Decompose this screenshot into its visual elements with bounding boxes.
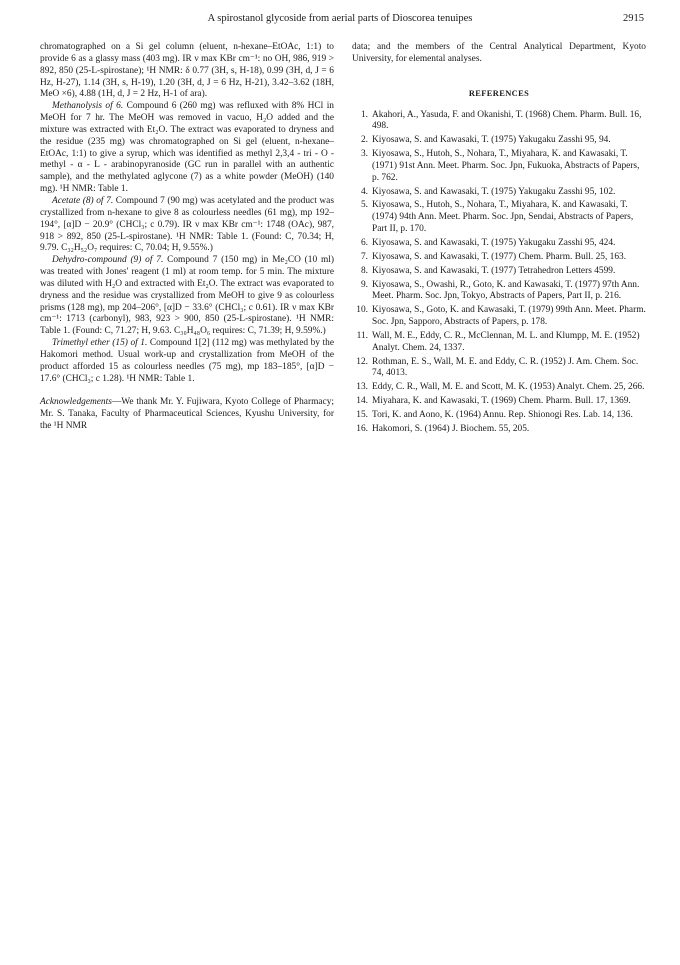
- section-heading-trimethyl: Trimethyl ether (15) of 1.: [52, 338, 148, 349]
- paragraph-acetate: [40, 196, 334, 255]
- paragraph-compound-6: chromatographed on a Si gel column (eluent, n-hexane–EtOAc, 1:1) to provide 6 as a glassy mass (403 mg). IR ν max KBr cm⁻¹: no OH, 986, 919 > 892, 850 (25-L-spirostane); ¹H NMR: δ 0.77 (3H, s, H-18), 0.99 (3H, d, J = 6 Hz, H-27), 1.14 (3H, s, H-19), 1.20 (3H, d, J = 6 Hz, H-21), 3.42–3.62 (18H, MeO ×6), 4.88 (1H, d, J = 2 Hz, H-1 of ara).: [40, 42, 334, 100]
- reference-item: [352, 305, 646, 329]
- reference-number: 11.: [356, 330, 368, 341]
- acknowledgements-heading: Acknowledgements: [40, 397, 112, 408]
- reference-item: [352, 110, 646, 134]
- reference-number: 1.: [360, 109, 368, 120]
- reference-number: 2.: [360, 135, 368, 146]
- right-column: [352, 42, 646, 438]
- reference-item: [352, 280, 646, 304]
- reference-number: 14.: [356, 396, 368, 407]
- section-heading-methanolysis: Methanolysis of 6.: [52, 101, 124, 112]
- paragraph-methanolysis: [40, 101, 334, 196]
- reference-item: [352, 200, 646, 236]
- reference-list: [352, 110, 646, 436]
- reference-item: [352, 357, 646, 381]
- reference-number: 13.: [356, 382, 368, 393]
- reference-item: [352, 149, 646, 185]
- reference-number: 8.: [360, 265, 368, 276]
- reference-number: 16.: [356, 423, 368, 434]
- reference-text: Kiyosawa, S. and Kawasaki, T. (1975) Yakugaku Zasshi 95, 94.: [372, 135, 611, 146]
- reference-text: Eddy, C. R., Wall, M. E. and Scott, M. K. (1953) Analyt. Chem. 25, 266.: [372, 382, 645, 393]
- acknowledgements-body: —We thank Mr. Y. Fujiwara, Kyoto College of Pharmacy; Mr. S. Tanaka, Faculty of Pharmaceutical Sciences, Kyushu University, for the ¹H NMR: [40, 397, 334, 432]
- section-heading-acetate: Acetate (8) of 7.: [52, 195, 114, 206]
- reference-number: 3.: [360, 149, 368, 160]
- reference-text: Miyahara, K. and Kawasaki, T. (1969) Chem. Pharm. Bull. 17, 1369.: [372, 396, 631, 407]
- reference-item: [352, 331, 646, 355]
- references-heading: REFERENCES: [468, 88, 530, 98]
- section-body-methanolysis: Compound 6 (260 mg) was refluxed with 8% HCl in MeOH for 7 hr. The MeOH was removed in vacuo, H₂O added and the mixture was extracted with Et₂O. The extract was evaporated to dryness and the residue (235 mg) was chromatographed on Si gel (eluent, n-hexane–EtOAc, 1:1) to give a syrup, which was identified as methyl 2,3,4 - tri - O - methyl - α - L - arabinopyranoside (GC run in parallel with an authentic sample), and the methylated aglycone (7) as a white powder (MeOH) (140 mg). ¹H NMR: Table 1.: [40, 101, 334, 195]
- reference-item: [352, 424, 646, 436]
- reference-text: Rothman, E. S., Wall, M. E. and Eddy, C. R. (1952) J. Am. Chem. Soc. 74, 4013.: [372, 356, 639, 379]
- reference-number: 5.: [360, 200, 368, 211]
- paragraph-trimethyl-ether: [40, 338, 334, 385]
- acknowledgements-continued: data; and the members of the Central Analytical Department, Kyoto University, for elemental analyses.: [352, 42, 646, 64]
- reference-item: [352, 238, 646, 250]
- reference-number: 15.: [356, 409, 368, 420]
- reference-number: 7.: [360, 251, 368, 262]
- page-number: 2915: [623, 13, 644, 24]
- reference-text: Kiyosawa, S. and Kawasaki, T. (1977) Chem. Pharm. Bull. 25, 163.: [372, 251, 627, 262]
- reference-number: 12.: [356, 356, 368, 367]
- reference-text: Tori, K. and Aono, K. (1964) Annu. Rep. Shionogi Res. Lab. 14, 136.: [372, 409, 633, 420]
- reference-number: 9.: [360, 279, 368, 290]
- reference-text: Kiyosawa, S. and Kawasaki, T. (1975) Yakugaku Zasshi 95, 424.: [372, 237, 616, 248]
- reference-item: [352, 135, 646, 147]
- acknowledgements: [40, 397, 334, 433]
- reference-text: Kiyosawa, S. and Kawasaki, T. (1977) Tetrahedron Letters 4599.: [372, 265, 616, 276]
- reference-item: [352, 410, 646, 422]
- reference-text: Kiyosawa, S., Owashi, R., Goto, K. and Kawasaki, T. (1977) 97th Ann. Meet. Pharm. Soc. Jpn, Tokyo, Abstracts of Papers, Part II, p. 216.: [372, 279, 640, 302]
- reference-text: Kiyosawa, S., Hutoh, S., Nohara, T., Miyahara, K. and Kawasaki, T. (1971) 91st Ann. Meet. Pharm. Soc. Jpn, Fukuoka, Abstracts of Papers, p. 762.: [372, 149, 640, 183]
- reference-number: 6.: [360, 237, 368, 248]
- reference-number: 4.: [360, 186, 368, 197]
- reference-text: Kiyosawa, S., Hutoh, S., Nohara, T., Miyahara, K. and Kawasaki, T. (1974) 94th Ann. Meet. Pharm. Soc. Jpn, Sendai, Abstracts of Papers, Part II, p. 170.: [372, 200, 634, 235]
- section-body-acetate: Compound 7 (90 mg) was acetylated and the product was crystallized from n-hexane to give 8 as colourless needles (61 mg), mp 192–194°, [α]D − 20.9° (CHCl₃; c 0.79). IR ν max KBr cm⁻¹: 1748 (OAc), 987, 918 > 892, 850 (25-L-spirostane). ¹H NMR: Table 1. (Found: C, 70.34; H, 9.79. C₃₂H₅₂O₇ requires: C, 70.04; H, 9.55%.): [40, 195, 334, 254]
- reference-item: [352, 187, 646, 199]
- paragraph-dehydro: [40, 255, 334, 338]
- running-title: A spirostanol glycoside from aerial parts of Dioscorea tenuipes: [207, 13, 473, 24]
- running-header: [36, 12, 644, 25]
- reference-number: 10.: [356, 305, 368, 316]
- reference-item: [352, 266, 646, 278]
- reference-item: [352, 252, 646, 264]
- reference-item: [352, 396, 646, 408]
- reference-text: Akahori, A., Yasuda, F. and Okanishi, T. (1968) Chem. Pharm. Bull. 16, 498.: [372, 109, 642, 132]
- left-column: [40, 42, 334, 433]
- section-body-trimethyl: Compound 1[2] (112 mg) was methylated by the Hakomori method. Usual work-up and crystallization from MeOH of the product afforded 15 as colourless needles (75 mg), mp 183–185°, [α]D − 17.6° (CHCl₃; c 1.28). ¹H NMR: Table 1.: [40, 338, 334, 384]
- section-heading-dehydro: Dehydro-compound (9) of 7.: [52, 255, 164, 266]
- reference-item: [352, 382, 646, 394]
- section-body-dehydro: Compound 7 (150 mg) in Me₂CO (10 ml) was treated with Jones' reagent (1 ml) at room temp. for 5 min. The mixture was diluted with H₂O and extracted with Et₂O. The extract was evaporated to dryness and the residue was crystallized from MeOH to give 9 as colourless prisms (128 mg), mp 204–206°, [α]D − 33.6° (CHCl₃; c 0.61). IR ν max KBr cm⁻¹: 1713 (carbonyl), 983, 923 > 900, 850 (25-L-spirostane). ¹H NMR: Table 1. (Found: C, 71.27; H, 9.63. C₃₀H₄₈O₆ requires: C, 71.39; H, 9.59%.): [40, 255, 334, 337]
- reference-text: Kiyosawa, S., Goto, K. and Kawasaki, T. (1979) 99th Ann. Meet. Pharm. Soc. Jpn, Sapporo, Abstracts of Papers, p. 178.: [372, 305, 646, 328]
- reference-text: Hakomori, S. (1964) J. Biochem. 55, 205.: [372, 423, 530, 434]
- reference-text: Kiyosawa, S. and Kawasaki, T. (1975) Yakugaku Zasshi 95, 102.: [372, 186, 616, 197]
- reference-text: Wall, M. E., Eddy, C. R., McClennan, M. L. and Klumpp, M. E. (1952) Analyt. Chem. 24, 1337.: [372, 330, 640, 353]
